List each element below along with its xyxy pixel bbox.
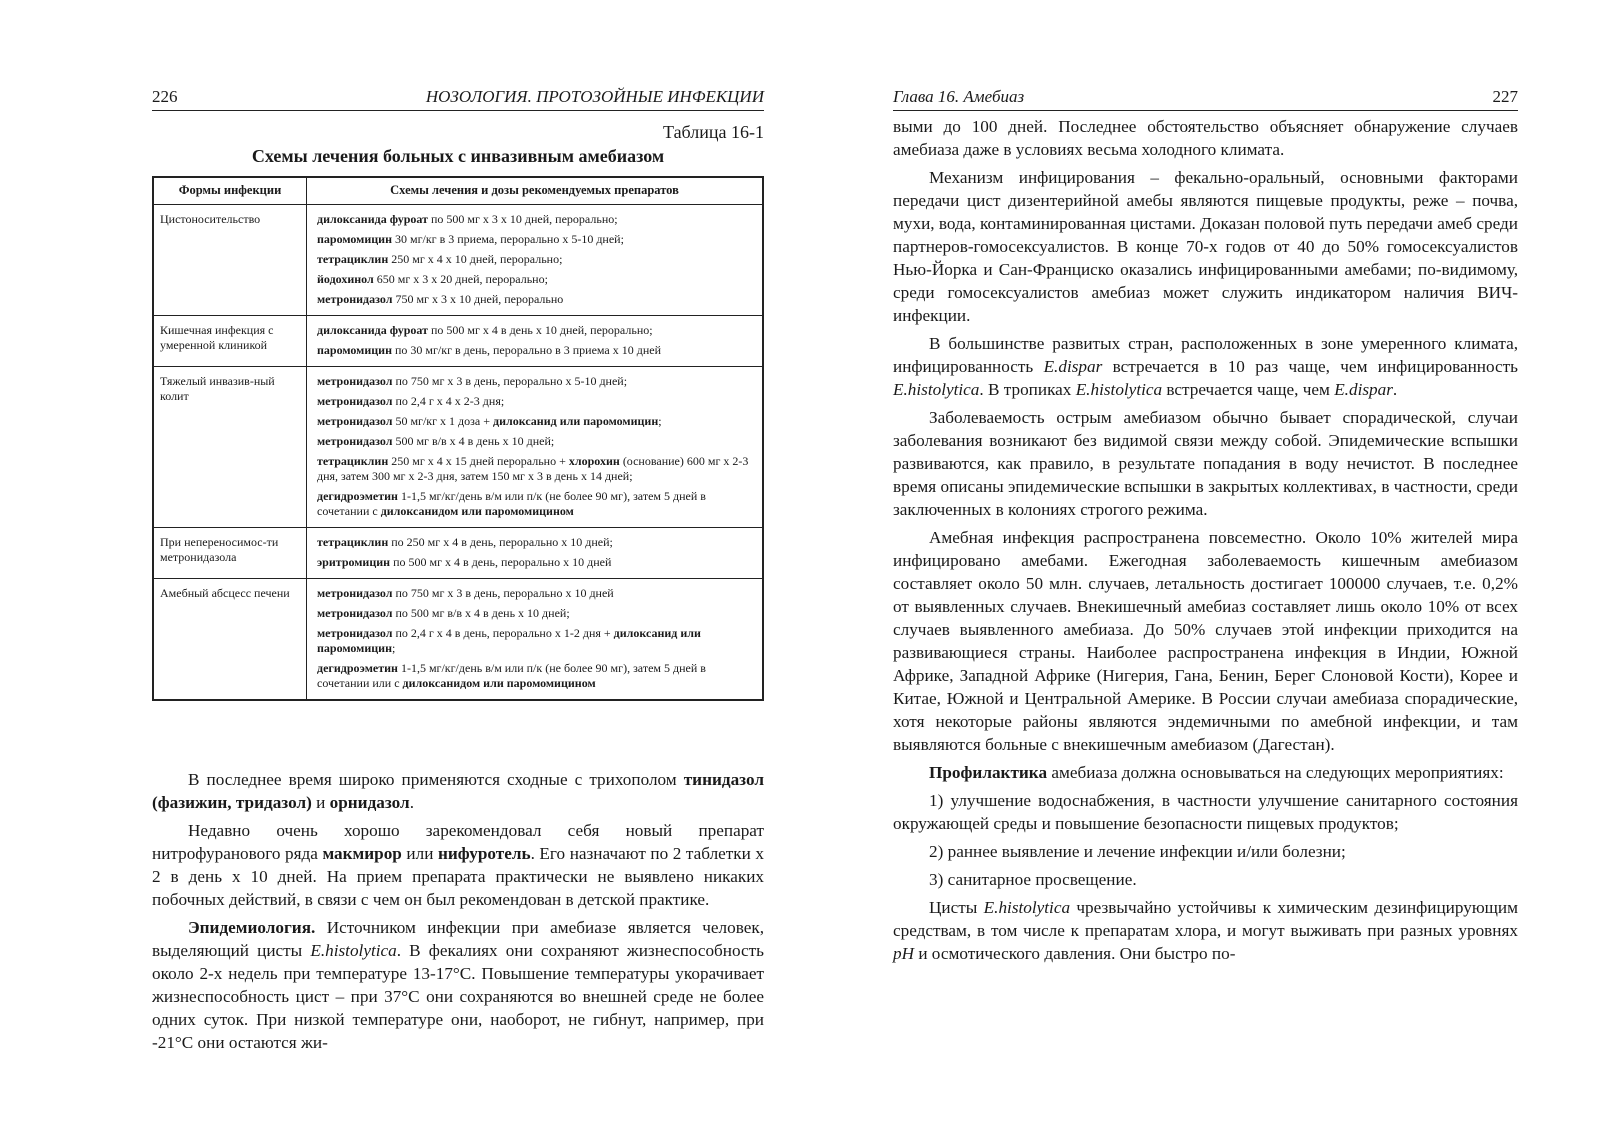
drug-name: метронидазол	[317, 433, 393, 448]
regimen-line: дилоксанида фуроат по 500 мг х 3 х 10 дней, перорально;	[317, 211, 618, 226]
drug-name: метронидазол	[317, 625, 393, 640]
bold-term: макмирор	[322, 844, 402, 863]
italic-term: E.histolytica	[983, 898, 1071, 917]
table-title: Схемы лечения больных с инвазивным амебиазом	[251, 146, 665, 166]
bold-term: тинидазол (фазижин, тридазол)	[152, 770, 764, 812]
bold-term: нифуротель	[437, 844, 531, 863]
table-row	[153, 315, 763, 366]
regimen-line: метронидазол 50 мг/кг х 1 доза + дилоксанид или паромомицин;	[317, 413, 662, 428]
drug-name: метронидазол	[317, 393, 393, 408]
drug-name: метронидазол	[317, 585, 393, 600]
drug-name: дилоксанид или паромомицин	[317, 625, 701, 655]
left-body-text	[152, 768, 764, 1059]
table-caption: Таблица 16-1	[663, 122, 764, 142]
prevention-list	[893, 789, 1518, 891]
list-item: 2) раннее выявление и лечение инфекции и/или болезни;	[929, 842, 1346, 861]
table-row	[153, 204, 763, 315]
left-page	[152, 0, 764, 1134]
bold-term: Профилактика	[929, 763, 1048, 782]
drug-name: йодохинол	[317, 271, 374, 286]
drug-name: тетрациклин	[317, 453, 389, 468]
regimen-line: метронидазол 500 мг в/в х 4 в день х 10 дней;	[317, 433, 555, 448]
regimens-cell	[307, 578, 764, 700]
regimen-line: паромомицин по 30 мг/кг в день, перорально в 3 приема х 10 дней	[317, 342, 662, 357]
regimen-line: дегидроэметин 1-1,5 мг/кг/день в/м или п/к (не более 90 мг), затем 5 дней в сочетании с дилоксанидом или паромомицином	[317, 488, 706, 518]
page-number: 227	[1492, 87, 1518, 106]
paragraph: Амебная инфекция распространена повсеместно. Около 10% жителей мира инфицировано амебами. Ежегодная заболеваемость кишечным амебиазом составляет около 50 млн. случаев, летальность достигает 100000 случаев, т.е. 0,2% от выявленных случаев. Внекишечный амебиаз составляет лишь около 10% от всех случаев выявленного амебиаза. До 50% случаев этой инфекции приходится на развивающиеся страны. Наиболее распространена инфекция в Индии, Южной Африке, Западной Африке (Нигерия, Гана, Бенин, Берег Слоновой Кости), Корее и Китае, Южной и Центральной Америке. В России случаи амебиаза спорадические, хотя некоторые районы являются эндемичными по амебной инфекции, и там выявляются больные с внекишечным амебиазом (Дагестан).	[893, 528, 1518, 754]
drug-name: хлорохин	[568, 453, 620, 468]
bold-term: Эпидемиология.	[188, 918, 316, 937]
drug-name: метронидазол	[317, 373, 393, 388]
infection-form-cell: Цистоносительство	[153, 204, 307, 315]
paragraph: выми до 100 дней. Последнее обстоятельство объясняет обнаружение случаев амебиаза даже в условиях весьма холодного климата.	[893, 117, 1518, 159]
drug-name: дилоксанида фуроат	[317, 322, 428, 337]
regimen-line: метронидазол по 2,4 г х 4 в день, перорально х 1-2 дня + дилоксанид или паромомицин;	[317, 625, 701, 655]
drug-name: эритромицин	[317, 554, 391, 569]
drug-name: паромомицин	[317, 231, 392, 246]
regimen-line: метронидазол по 750 мг х 3 в день, перорально х 10 дней	[317, 585, 614, 600]
regimens-cell	[307, 204, 764, 315]
italic-term: E.dispar	[1334, 380, 1393, 399]
table-body	[153, 204, 763, 700]
regimen-line: дегидроэметин 1-1,5 мг/кг/день в/м или п/к (не более 90 мг), затем 5 дней в сочетании или с дилоксанидом или паромомицином	[317, 660, 706, 690]
running-header	[152, 84, 764, 111]
regimens-cell	[307, 527, 764, 578]
regimen-line: тетрациклин 250 мг х 4 х 15 дней перорально + хлорохин (основание) 600 мг х 2-3 дня, затем 300 мг х 2-3 дня, затем 150 мг х 3 в день х 14 дней;	[317, 453, 749, 483]
regimen-line: метронидазол 750 мг х 3 х 10 дней, перорально	[317, 291, 564, 306]
table-header-row	[153, 177, 763, 204]
paragraph: Недавно очень хорошо зарекомендовал себя новый препарат нитрофуранового ряда макмирор или нифуротель. Его назначают по 2 таблетки х 2 в день х 10 дней. На прием препарата практически не выявлено никаких побочных действий, в связи с чем он был рекомендован в детской практике.	[152, 821, 765, 909]
drug-name: дегидроэметин	[317, 488, 398, 503]
treatment-table	[152, 176, 764, 701]
running-title: Глава 16. Амебиаз	[893, 87, 1025, 106]
italic-term: E.histolytica	[310, 941, 397, 960]
regimen-line: паромомицин 30 мг/кг в 3 приема, перорально х 5-10 дней;	[317, 231, 624, 246]
drug-name: паромомицин	[317, 342, 392, 357]
regimen-line: тетрациклин 250 мг х 4 х 10 дней, перорально;	[317, 251, 563, 266]
italic-term: E.histolytica	[1075, 380, 1163, 399]
drug-name: дилоксанид или паромомицин	[493, 413, 659, 428]
paragraph: Цисты E.histolytica чрезвычайно устойчивы к химическим дезинфицирующим средствам, в том числе к препаратам хлора, и могут выживать при разных уровнях pH и осмотического давления. Они быстро по-	[893, 898, 1518, 963]
right-body-text	[893, 115, 1518, 970]
italic-term: pH	[893, 944, 915, 963]
running-title: НОЗОЛОГИЯ. ПРОТОЗОЙНЫЕ ИНФЕКЦИИ	[425, 87, 764, 106]
italic-term: E.dispar	[1043, 357, 1103, 376]
drug-name: тетрациклин	[317, 251, 389, 266]
regimens-cell	[307, 366, 764, 527]
paragraph: В большинстве развитых стран, расположенных в зоне умеренного климата, инфицированность E.dispar встречается в 10 раз чаще, чем инфицированность E.histolytica. В тропиках E.histolytica встречается чаще, чем E.dispar.	[893, 334, 1518, 399]
right-page	[893, 0, 1518, 1134]
drug-name: метронидазол	[317, 605, 393, 620]
infection-form-cell: Кишечная инфекция с умеренной клиникой	[153, 315, 307, 366]
drug-name: дегидроэметин	[317, 660, 398, 675]
drug-name: тетрациклин	[317, 534, 389, 549]
bold-term: орнидазол	[329, 793, 410, 812]
page-number: 226	[152, 87, 178, 106]
regimen-line: метронидазол по 500 мг в/в х 4 в день х 10 дней;	[317, 605, 570, 620]
drug-name: дилоксанидом или паромомицином	[380, 503, 574, 518]
running-header	[893, 84, 1518, 111]
list-item: 1) улучшение водоснабжения, в частности улучшение санитарного состояния окружающей среды и повышение безопасности пищевых продуктов;	[893, 791, 1518, 833]
paragraph: Эпидемиология. Источником инфекции при амебиазе является человек, выделяющий цисты E.histolytica. В фекалиях они сохраняют жизнеспособность около 2-х недель при температуре 13-17°С. Повышение температуры укорачивает жизнеспособность цист – при 37°С они сохраняются во внешней среде не более одних суток. При низкой температуре они, наоборот, не гибнут, например, при -21°С они остаются жи-	[152, 918, 764, 1052]
regimen-line: метронидазол по 2,4 г х 4 х 2-3 дня;	[317, 393, 505, 408]
regimen-line: йодохинол 650 мг х 3 х 20 дней, перорально;	[317, 271, 548, 286]
table-row	[153, 366, 763, 527]
paragraph: Механизм инфицирования – фекально-оральный, основными факторами передачи цист дизентерийной амебы являются пищевые продукты, реже – почва, мухи, вода, контаминированная цистами. Доказан половой путь передачи амеб среди партнеров-гомосексуалистов. В конце 70-х годов от 40 до 50% гомосексуалистов Нью-Йорка и Сан-Франциско оказались инфицированными амебами; по-видимому, среди гомосексуалистов амебиаз может служить индикатором наличия ВИЧ-инфекции.	[893, 168, 1518, 325]
italic-term: E.histolytica	[893, 380, 980, 399]
list-item: 3) санитарное просвещение.	[929, 870, 1137, 889]
regimens-cell	[307, 315, 764, 366]
regimen-line: тетрациклин по 250 мг х 4 в день, перорально х 10 дней;	[317, 534, 613, 549]
infection-form-cell: Тяжелый инвазив-ный колит	[153, 366, 307, 527]
drug-name: метронидазол	[317, 413, 393, 428]
infection-form-cell: При непереносимос-ти метронидазола	[153, 527, 307, 578]
infection-form-cell: Амебный абсцесс печени	[153, 578, 307, 700]
drug-name: дилоксанида фуроат	[317, 211, 428, 226]
drug-name: дилоксанидом или паромомицином	[402, 675, 596, 690]
paragraph: В последнее время широко применяются сходные с трихополом тинидазол (фазижин, тридазол) и орнидазол.	[152, 770, 764, 812]
regimen-line: дилоксанида фуроат по 500 мг х 4 в день х 10 дней, перорально;	[317, 322, 653, 337]
drug-name: метронидазол	[317, 291, 393, 306]
table-row	[153, 578, 763, 700]
column-header: Формы инфекции	[153, 177, 307, 204]
regimen-line: метронидазол по 750 мг х 3 в день, перорально х 5-10 дней;	[317, 373, 628, 388]
paragraph: Профилактика амебиаза должна основываться на следующих мероприятиях:	[929, 763, 1504, 782]
regimen-line: эритромицин по 500 мг х 4 в день, перорально х 10 дней	[317, 554, 612, 569]
column-header: Схемы лечения и дозы рекомендуемых препаратов	[307, 177, 764, 204]
table-row	[153, 527, 763, 578]
paragraph: Заболеваемость острым амебиазом обычно бывает спорадической, случаи заболевания возникают без видимой связи между собой. Эпидемические вспышки развиваются, как правило, в результате попадания в воду нечистот. В последнее время описаны эпидемические вспышки в закрытых коллективах, в частности, среди заключенных в колониях строгого режима.	[893, 408, 1518, 519]
